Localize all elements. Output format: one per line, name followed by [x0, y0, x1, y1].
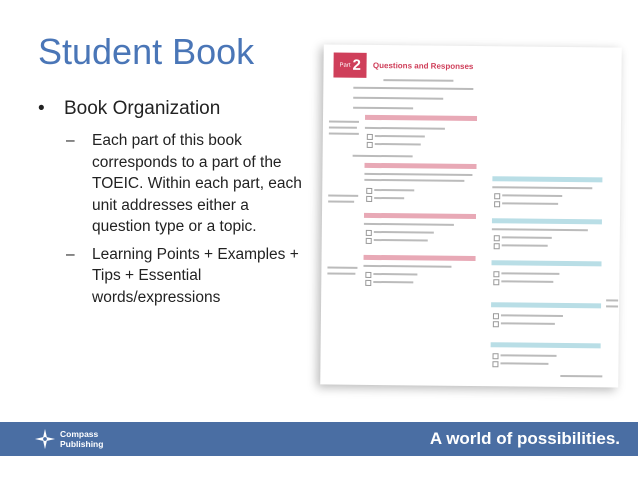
- page-text-line: [353, 87, 473, 90]
- checkbox-icon: [366, 188, 372, 194]
- bullet-book-organization: [38, 96, 308, 122]
- page-margin-note: [329, 127, 357, 129]
- part-number: 2: [352, 56, 362, 74]
- page-text-line: [363, 265, 451, 268]
- page-text-line: [374, 197, 404, 199]
- dash-marker: –: [66, 132, 75, 149]
- sub-bullet-2: [38, 244, 308, 309]
- page-text-line: [353, 97, 443, 100]
- logo-line-1: Compass: [60, 429, 99, 439]
- page-text-line: [383, 79, 453, 82]
- page-text-line: [500, 362, 548, 365]
- page-text-line: [502, 244, 548, 246]
- page-text-line: [353, 155, 413, 158]
- checkbox-icon: [493, 353, 499, 359]
- page-highlight: [491, 260, 601, 266]
- sub-bullet-2-text: Learning Points + Examples + Tips + Essential words/expressions: [92, 245, 299, 306]
- page-margin-note: [328, 201, 354, 203]
- logo-line-2: Publishing: [60, 439, 104, 449]
- checkbox-icon: [366, 230, 372, 236]
- page-highlight: [365, 115, 477, 121]
- page-margin-note: [329, 121, 359, 123]
- checkbox-icon: [365, 280, 371, 286]
- page-text-line: [373, 281, 413, 283]
- page-text-line: [501, 354, 557, 357]
- checkbox-icon: [494, 193, 500, 199]
- checkbox-icon: [493, 313, 499, 319]
- page-text-line: [501, 280, 553, 283]
- checkbox-icon: [366, 238, 372, 244]
- page-margin-note: [329, 133, 359, 135]
- checkbox-icon: [365, 272, 371, 278]
- sub-bullet-1: [38, 130, 308, 238]
- page-text-line: [365, 127, 445, 130]
- checkbox-icon: [493, 279, 499, 285]
- page-text-line: [364, 179, 464, 182]
- page-text-line: [492, 228, 588, 231]
- page-text-line: [374, 231, 434, 234]
- page-text-line: [375, 143, 421, 145]
- logo-wordmark: [60, 429, 103, 449]
- checkbox-icon: [367, 134, 373, 140]
- page-margin-note: [327, 266, 357, 268]
- checkbox-icon: [366, 196, 372, 202]
- page-text-line: [501, 322, 555, 325]
- book-page-image: [320, 44, 622, 387]
- footer-tagline: A world of possibilities.: [429, 429, 620, 448]
- checkbox-icon: [493, 271, 499, 277]
- slide-title: Student Book: [38, 31, 255, 72]
- page-text-line: [501, 272, 559, 275]
- compass-logo: [34, 428, 103, 450]
- checkbox-icon: [367, 142, 373, 148]
- page-text-line: [353, 107, 413, 110]
- page-highlight: [364, 213, 476, 219]
- page-highlight: [492, 176, 602, 182]
- page-text-line: [502, 236, 552, 239]
- compass-star-icon: [34, 428, 56, 450]
- page-margin-note: [606, 305, 618, 307]
- dash-marker: –: [66, 245, 75, 263]
- bullet-dot: •: [38, 98, 45, 119]
- footer-bar: [0, 422, 638, 456]
- page-text-line: [375, 135, 425, 138]
- page-text-line: [492, 186, 592, 189]
- page-text-line: [374, 189, 414, 191]
- page-margin-note: [328, 195, 358, 197]
- page-text-line: [364, 223, 454, 226]
- page-text-line: [364, 173, 472, 176]
- part-label: Part: [339, 62, 351, 69]
- page-text-line: [373, 273, 417, 275]
- page-footer-line: [560, 375, 602, 377]
- checkbox-icon: [494, 201, 500, 207]
- page-highlight: [491, 342, 601, 348]
- page-text-line: [502, 194, 562, 197]
- checkbox-icon: [493, 321, 499, 327]
- bullet-main-text: Book Organization: [64, 98, 221, 119]
- section-title: Questions and Responses: [372, 60, 474, 72]
- page-highlight: [364, 163, 476, 169]
- part-tab: [333, 53, 367, 78]
- checkbox-icon: [494, 243, 500, 249]
- page-highlight: [492, 218, 602, 224]
- page-highlight: [491, 302, 601, 308]
- sub-bullet-1-text: Each part of this book corresponds to a part of the TOEIC. Within each part, each unit addresses either a question type or a topic.: [92, 132, 302, 235]
- checkbox-icon: [494, 235, 500, 241]
- book-page-header: [333, 53, 621, 81]
- page-text-line: [501, 314, 563, 317]
- page-margin-note: [606, 299, 618, 301]
- page-text-line: [502, 202, 558, 205]
- page-text-line: [374, 239, 428, 242]
- checkbox-icon: [492, 361, 498, 367]
- sub-bullet-list: [38, 130, 308, 308]
- page-margin-note: [327, 272, 355, 274]
- bullet-list: [38, 96, 308, 314]
- page-highlight: [364, 255, 476, 261]
